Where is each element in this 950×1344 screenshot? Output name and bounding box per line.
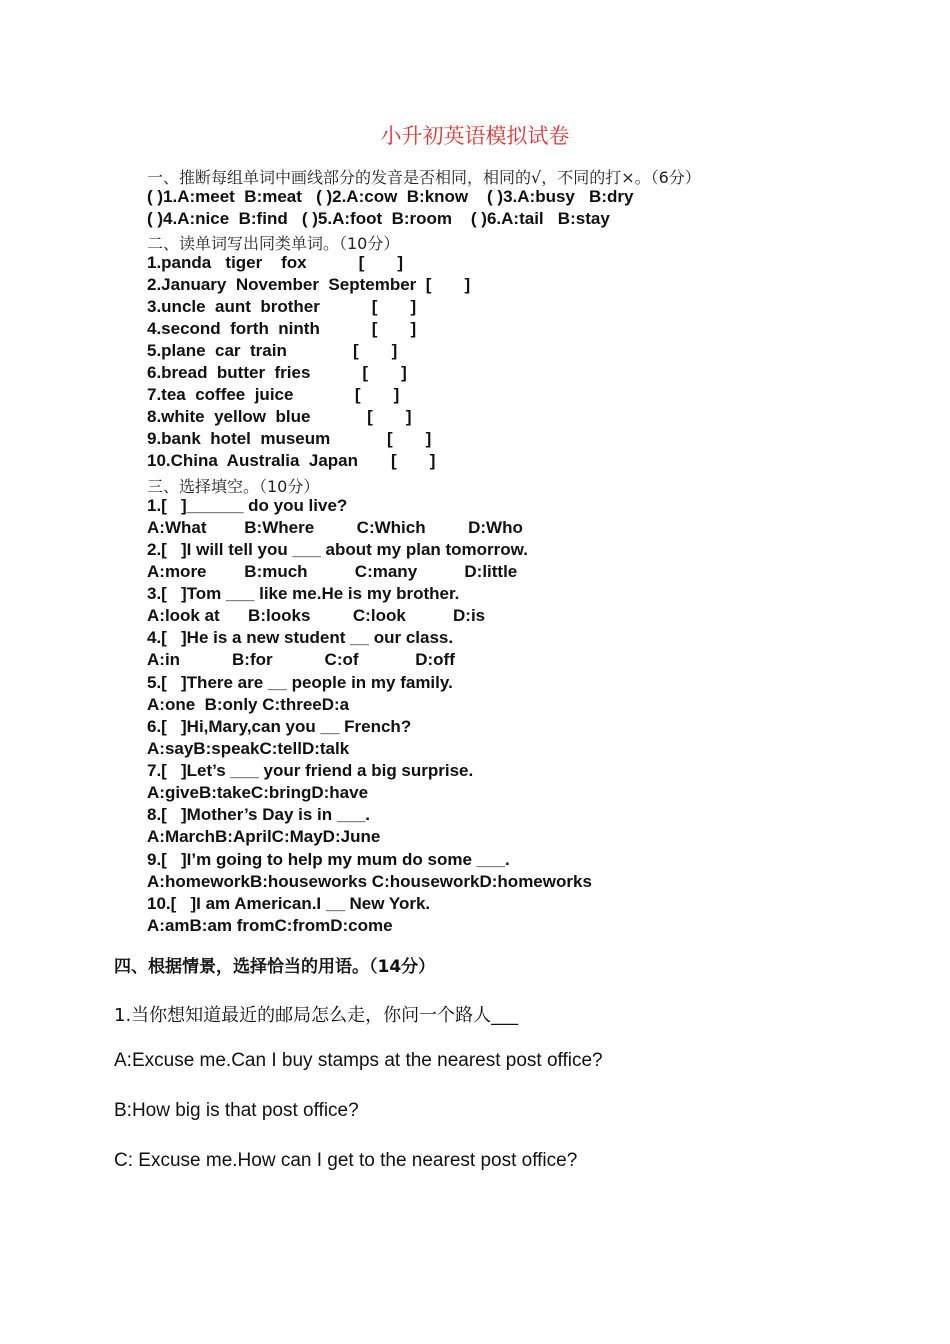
options-line: A:homeworkB:houseworks C:houseworkD:homeworks	[147, 872, 592, 891]
section2-item: 10.China Australia Japan [ ]	[147, 451, 436, 470]
section2-item: 3.uncle aunt brother [ ]	[147, 297, 417, 316]
section2-item: 8.white yellow blue [ ]	[147, 407, 412, 426]
options-line: A:What B:Where C:Which D:Who	[147, 518, 523, 537]
section2-item: 2.January November September [ ]	[147, 275, 471, 294]
section1-heading: 一、推断每组单词中画线部分的发音是否相同，相同的√，不同的打×。（6分）	[147, 168, 701, 187]
section4-question: 1.当你想知道最近的邮局怎么走，你问一个路人___	[114, 1005, 519, 1026]
question-line: 8.[ ]Mother’s Day is in ___.	[147, 805, 370, 824]
question-line: 1.[ ]______ do you live?	[147, 496, 348, 515]
section4-heading: 四、根据情景，选择恰当的用语。（14分）	[114, 957, 436, 977]
options-line: A:amB:am fromC:fromD:come	[147, 916, 393, 935]
question-line: 3.[ ]Tom ___ like me.He is my brother.	[147, 584, 460, 603]
section1-row2: ( )4.A:nice B:find ( )5.A:foot B:room ( )6.A:tail B:stay	[147, 209, 610, 228]
options-line: A:MarchB:AprilC:MayD:June	[147, 827, 381, 846]
question-line: 6.[ ]Hi,Mary,can you __ French?	[147, 717, 412, 736]
page-title: 小升初英语模拟试卷	[380, 124, 570, 148]
options-line: A:look at B:looks C:look D:is	[147, 606, 486, 625]
options-line: A:sayB:speakC:tellD:talk	[147, 739, 350, 758]
question-line: 4.[ ]He is a new student __ our class.	[147, 628, 454, 647]
question-line: 7.[ ]Let’s ___ your friend a big surprise.	[147, 761, 474, 780]
section2-item: 1.panda tiger fox [ ]	[147, 253, 403, 272]
question-line: 10.[ ]I am American.I __ New York.	[147, 894, 431, 913]
section2-item: 9.bank hotel museum [ ]	[147, 429, 432, 448]
options-line: A:in B:for C:of D:off	[147, 650, 455, 669]
option-c: C: Excuse me.How can I get to the nearest post office?	[114, 1150, 578, 1171]
section2-item: 7.tea coffee juice [ ]	[147, 385, 400, 404]
section2-heading: 二、读单词写出同类单词。（10分）	[147, 234, 400, 253]
question-line: 9.[ ]I’m going to help my mum do some ___.	[147, 850, 510, 869]
question-line: 2.[ ]I will tell you ___ about my plan tomorrow.	[147, 540, 528, 559]
options-line: A:giveB:takeC:bringD:have	[147, 783, 369, 802]
section2-item: 6.bread butter fries [ ]	[147, 363, 407, 382]
options-line: A:more B:much C:many D:little	[147, 562, 518, 581]
option-a: A:Excuse me.Can I buy stamps at the nearest post office?	[114, 1050, 603, 1071]
section3-heading: 三、选择填空。（10分）	[147, 477, 320, 496]
section2-item: 5.plane car train [ ]	[147, 341, 398, 360]
question-line: 5.[ ]There are __ people in my family.	[147, 673, 453, 692]
option-b: B:How big is that post office?	[114, 1100, 359, 1121]
section1-row1: ( )1.A:meet B:meat ( )2.A:cow B:know ( )3.A:busy B:dry	[147, 187, 634, 206]
options-line: A:one B:only C:threeD:a	[147, 695, 350, 714]
section2-item: 4.second forth ninth [ ]	[147, 319, 417, 338]
